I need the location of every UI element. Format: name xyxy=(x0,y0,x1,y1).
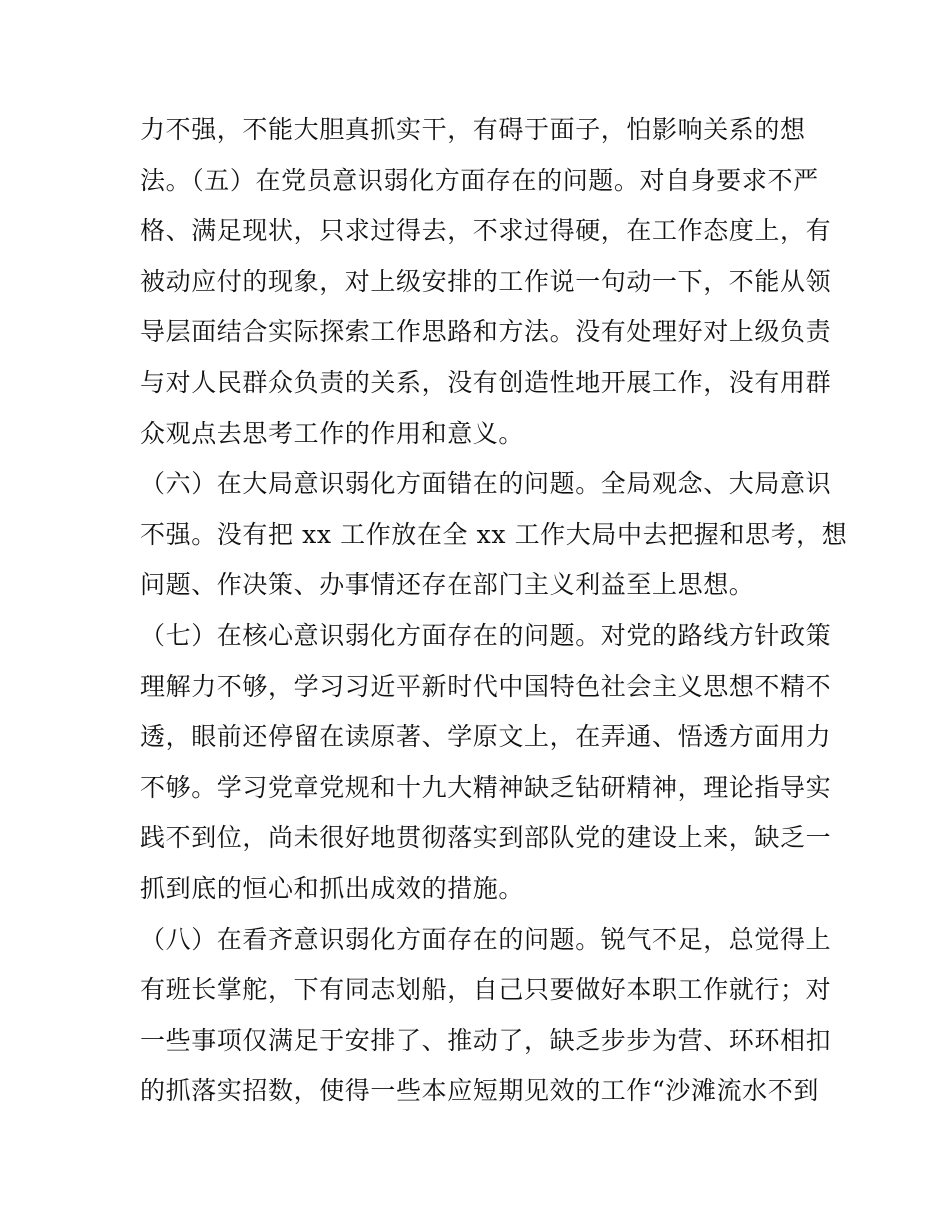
text-line: （八）在看齐意识弱化方面存在的问题。锐气不足，总觉得上 xyxy=(140,924,832,954)
text-line: 格、满足现状，只求过得去，不求过得硬，在工作态度上，有 xyxy=(140,216,832,246)
text-line: 抓到底的恒心和抓出成效的措施。 xyxy=(140,874,525,903)
text-line: 力不强，不能大胆真抓实干，有碍于面子，怕影响关系的想 xyxy=(140,115,806,144)
text-line: 不够。学习党章党规和十九大精神缺乏钻研精神，理论指导实 xyxy=(140,772,832,802)
text-line: 问题、作决策、办事情还存在部门主义利益至上思想。 xyxy=(140,570,755,600)
text-line: 与对人民群众负责的关系，没有创造性地开展工作，没有用群 xyxy=(140,368,832,397)
text-line: 导层面结合实际探索工作思路和方法。没有处理好对上级负责 xyxy=(140,317,832,347)
text-line: 法。（五）在党员意识弱化方面存在的问题。对自身要求不严 xyxy=(140,165,819,195)
text-line: 理解力不够，学习习近平新时代中国特色社会主义思想不精不 xyxy=(140,671,832,701)
text-line: （七）在核心意识弱化方面存在的问题。对党的路线方针政策 xyxy=(140,621,832,650)
text-line: 被动应付的现象，对上级安排的工作说一句动一下，不能从领 xyxy=(140,266,832,296)
text-line: 一些事项仅满足于安排了、推动了，缺乏步步为营、环环相扣 xyxy=(140,1025,832,1055)
text-line: 践不到位，尚未很好地贯彻落实到部队党的建设上来，缺乏一 xyxy=(140,823,832,853)
text-line: 的抓落实招数，使得一些本应短期见效的工作“沙滩流水不到 xyxy=(140,1076,819,1106)
text-line: 透，眼前还停留在读原著、学原文上，在弄通、悟透方面用力 xyxy=(140,722,832,752)
text-line: （六）在大局意识弱化方面错在的问题。全局观念、大局意识 xyxy=(140,469,832,499)
text-line: 有班长掌舵，下有同志划船，自己只要做好本职工作就行；对 xyxy=(140,975,832,1005)
text-line: 不强。没有把 xx 工作放在全 xx 工作大局中去把握和思考，想 xyxy=(140,519,848,549)
text-line: 众观点去思考工作的作用和意义。 xyxy=(140,418,525,448)
